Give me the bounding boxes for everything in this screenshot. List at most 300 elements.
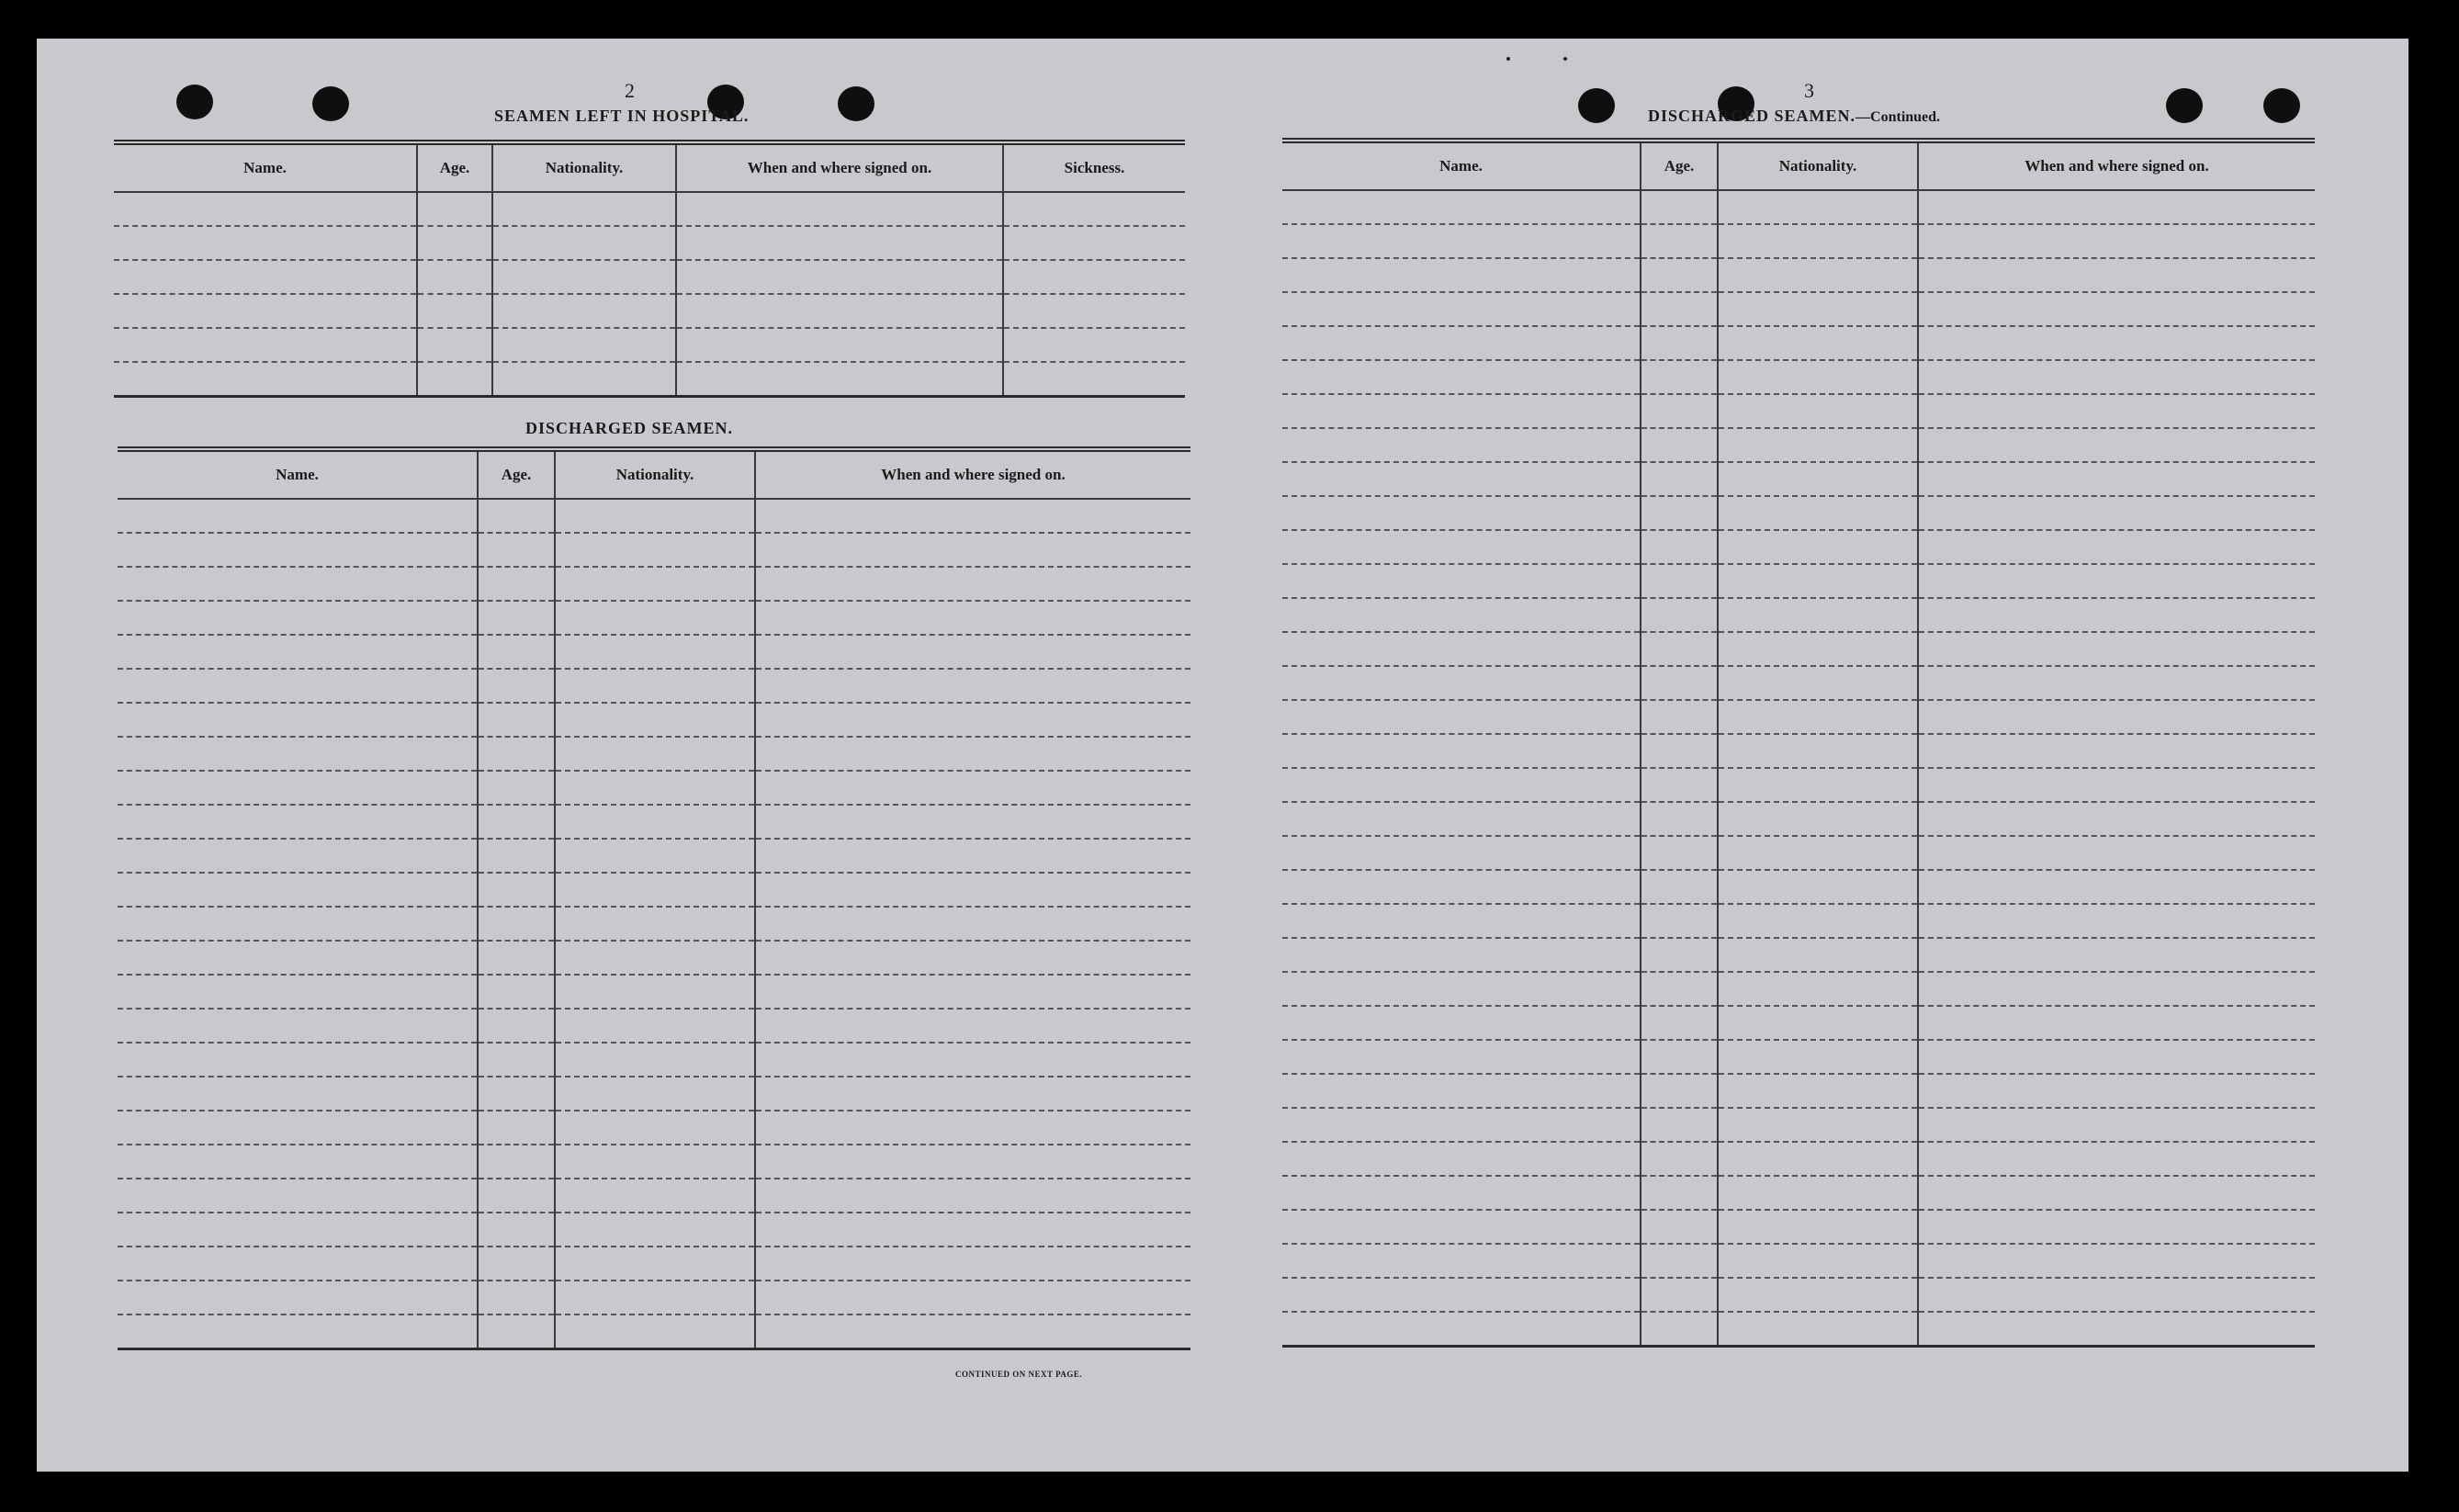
blank-cell — [478, 669, 555, 703]
table-row — [114, 328, 1185, 362]
hospital-table-body — [114, 192, 1185, 397]
blank-cell — [492, 362, 676, 397]
table-row — [1282, 1142, 2315, 1176]
blank-cell — [118, 601, 478, 635]
table-row — [114, 294, 1185, 328]
blank-cell — [1918, 1244, 2315, 1278]
blank-cell — [1918, 666, 2315, 700]
blank-cell — [1918, 1040, 2315, 1074]
blank-cell — [1282, 836, 1641, 870]
table-row — [1282, 1074, 2315, 1108]
table-row — [1282, 632, 2315, 666]
blank-cell — [1918, 972, 2315, 1006]
blank-cell — [676, 192, 1003, 226]
blank-cell — [1282, 938, 1641, 972]
blank-cell — [555, 873, 755, 907]
blank-cell — [1918, 598, 2315, 632]
table-row — [118, 703, 1190, 737]
table-row — [1282, 1108, 2315, 1142]
blank-cell — [1282, 530, 1641, 564]
table-row — [118, 1315, 1190, 1349]
blank-cell — [478, 1213, 555, 1247]
discharged-continued-table — [1282, 138, 2315, 1348]
blank-cell — [478, 839, 555, 873]
blank-cell — [478, 737, 555, 771]
table-row — [1282, 904, 2315, 938]
blank-cell — [1918, 496, 2315, 530]
blank-cell — [755, 1009, 1190, 1043]
table-row — [1282, 1278, 2315, 1312]
blank-cell — [676, 260, 1003, 294]
column-header-sickness: Sickness. — [1003, 142, 1185, 192]
blank-cell — [1918, 564, 2315, 598]
blank-cell — [478, 601, 555, 635]
blank-cell — [1718, 190, 1918, 224]
blank-cell — [1003, 192, 1185, 226]
blank-cell — [1918, 360, 2315, 394]
blank-cell — [1641, 190, 1718, 224]
table-row — [1282, 258, 2315, 292]
blank-cell — [1718, 564, 1918, 598]
blank-cell — [1282, 1074, 1641, 1108]
paper-speck — [1563, 57, 1567, 61]
blank-cell — [1641, 224, 1718, 258]
punch-hole — [2263, 88, 2300, 123]
blank-cell — [1918, 904, 2315, 938]
column-header-signed-on: When and where signed on. — [676, 142, 1003, 192]
blank-cell — [1641, 972, 1718, 1006]
blank-cell — [1718, 1244, 1918, 1278]
blank-cell — [1918, 428, 2315, 462]
table-row — [118, 805, 1190, 839]
blank-cell — [755, 1145, 1190, 1179]
blank-cell — [1282, 598, 1641, 632]
blank-cell — [478, 771, 555, 805]
blank-cell — [1918, 1312, 2315, 1347]
blank-cell — [555, 669, 755, 703]
blank-cell — [1282, 1312, 1641, 1347]
blank-cell — [1641, 768, 1718, 802]
blank-cell — [1918, 768, 2315, 802]
blank-cell — [1718, 258, 1918, 292]
blank-cell — [118, 533, 478, 567]
discharged-table-body — [118, 499, 1190, 1349]
blank-cell — [1641, 734, 1718, 768]
blank-cell — [755, 1315, 1190, 1349]
discharged-table — [118, 446, 1190, 1350]
blank-cell — [114, 260, 417, 294]
blank-cell — [478, 1315, 555, 1349]
column-header-signed-on: When and where signed on. — [755, 449, 1190, 499]
blank-cell — [555, 771, 755, 805]
blank-cell — [1282, 258, 1641, 292]
blank-cell — [478, 703, 555, 737]
blank-cell — [417, 328, 492, 362]
punch-hole — [1578, 88, 1615, 123]
punch-hole — [838, 86, 874, 121]
table-row — [114, 362, 1185, 397]
blank-cell — [478, 941, 555, 975]
blank-cell — [555, 805, 755, 839]
blank-cell — [1641, 1074, 1718, 1108]
blank-cell — [1918, 1278, 2315, 1312]
blank-cell — [1718, 1108, 1918, 1142]
blank-cell — [1282, 632, 1641, 666]
blank-cell — [755, 533, 1190, 567]
table-row — [118, 1247, 1190, 1281]
continued-note: CONTINUED ON NEXT PAGE. — [955, 1370, 1083, 1379]
blank-cell — [1641, 598, 1718, 632]
blank-cell — [417, 192, 492, 226]
punch-hole — [176, 85, 213, 119]
blank-cell — [1641, 1312, 1718, 1347]
blank-cell — [1641, 1244, 1718, 1278]
table-row — [1282, 1312, 2315, 1347]
column-header-name: Name. — [114, 142, 417, 192]
blank-cell — [118, 941, 478, 975]
blank-cell — [1641, 802, 1718, 836]
table-row — [1282, 734, 2315, 768]
blank-cell — [118, 1247, 478, 1281]
blank-cell — [1641, 836, 1718, 870]
blank-cell — [555, 567, 755, 601]
blank-cell — [478, 567, 555, 601]
blank-cell — [1718, 496, 1918, 530]
blank-cell — [755, 635, 1190, 669]
blank-cell — [1718, 972, 1918, 1006]
column-header-nationality: Nationality. — [555, 449, 755, 499]
table-row — [1282, 972, 2315, 1006]
blank-cell — [676, 328, 1003, 362]
blank-cell — [492, 260, 676, 294]
blank-cell — [1282, 292, 1641, 326]
blank-cell — [755, 737, 1190, 771]
blank-cell — [1718, 802, 1918, 836]
blank-cell — [1718, 734, 1918, 768]
blank-cell — [555, 635, 755, 669]
blank-cell — [1003, 362, 1185, 397]
table-row — [118, 941, 1190, 975]
blank-cell — [1718, 632, 1918, 666]
discharged-continued-table-body — [1282, 190, 2315, 1347]
blank-cell — [1641, 394, 1718, 428]
column-header-age: Age. — [1641, 141, 1718, 190]
table-row — [118, 1213, 1190, 1247]
blank-cell — [1718, 1074, 1918, 1108]
column-header-name: Name. — [118, 449, 478, 499]
blank-cell — [118, 499, 478, 533]
table-row — [118, 567, 1190, 601]
blank-cell — [118, 737, 478, 771]
blank-cell — [1918, 530, 2315, 564]
blank-cell — [1918, 870, 2315, 904]
blank-cell — [478, 805, 555, 839]
blank-cell — [478, 1281, 555, 1315]
blank-cell — [755, 873, 1190, 907]
blank-cell — [1718, 1006, 1918, 1040]
table-row — [118, 1145, 1190, 1179]
blank-cell — [1282, 870, 1641, 904]
table-row — [118, 1009, 1190, 1043]
blank-cell — [478, 533, 555, 567]
blank-cell — [1918, 326, 2315, 360]
blank-cell — [1282, 1176, 1641, 1210]
blank-cell — [555, 601, 755, 635]
blank-cell — [1718, 292, 1918, 326]
blank-cell — [118, 975, 478, 1009]
table-row — [1282, 802, 2315, 836]
blank-cell — [118, 1111, 478, 1145]
blank-cell — [1718, 836, 1918, 870]
blank-cell — [478, 1043, 555, 1077]
blank-cell — [676, 362, 1003, 397]
blank-cell — [1282, 802, 1641, 836]
blank-cell — [755, 1077, 1190, 1111]
title-text: DISCHARGED SEAMEN. — [1648, 107, 1856, 125]
table-row — [118, 771, 1190, 805]
blank-cell — [1718, 428, 1918, 462]
blank-cell — [1641, 360, 1718, 394]
column-header-nationality: Nationality. — [492, 142, 676, 192]
table-row — [118, 1179, 1190, 1213]
blank-cell — [1282, 734, 1641, 768]
blank-cell — [417, 294, 492, 328]
blank-cell — [555, 533, 755, 567]
blank-cell — [1918, 632, 2315, 666]
blank-cell — [1918, 802, 2315, 836]
blank-cell — [1641, 496, 1718, 530]
blank-cell — [118, 567, 478, 601]
blank-cell — [478, 975, 555, 1009]
blank-cell — [1641, 258, 1718, 292]
table-row — [1282, 598, 2315, 632]
table-row — [118, 975, 1190, 1009]
blank-cell — [1718, 700, 1918, 734]
table-row — [118, 533, 1190, 567]
blank-cell — [478, 1111, 555, 1145]
blank-cell — [114, 192, 417, 226]
blank-cell — [555, 1077, 755, 1111]
blank-cell — [555, 1009, 755, 1043]
blank-cell — [1718, 530, 1918, 564]
blank-cell — [118, 1315, 478, 1349]
blank-cell — [118, 805, 478, 839]
blank-cell — [118, 1043, 478, 1077]
blank-cell — [1282, 768, 1641, 802]
blank-cell — [118, 839, 478, 873]
blank-cell — [755, 669, 1190, 703]
table-row — [1282, 428, 2315, 462]
blank-cell — [1718, 870, 1918, 904]
blank-cell — [492, 328, 676, 362]
table-row — [1282, 292, 2315, 326]
blank-cell — [1641, 428, 1718, 462]
blank-cell — [755, 941, 1190, 975]
table-row — [1282, 700, 2315, 734]
table-row — [118, 839, 1190, 873]
blank-cell — [1282, 1142, 1641, 1176]
blank-cell — [1918, 1006, 2315, 1040]
table-row — [1282, 870, 2315, 904]
blank-cell — [1003, 294, 1185, 328]
blank-cell — [1918, 394, 2315, 428]
discharged-section-title: DISCHARGED SEAMEN. — [525, 419, 734, 437]
table-row — [1282, 462, 2315, 496]
blank-cell — [1641, 462, 1718, 496]
blank-cell — [492, 294, 676, 328]
blank-cell — [114, 294, 417, 328]
document-sheet — [37, 39, 2408, 1472]
title-suffix: —Continued. — [1856, 109, 1941, 125]
blank-cell — [755, 907, 1190, 941]
blank-cell — [118, 703, 478, 737]
blank-cell — [1282, 700, 1641, 734]
blank-cell — [1918, 1142, 2315, 1176]
table-row — [118, 1077, 1190, 1111]
right-page — [1231, 39, 2408, 1472]
blank-cell — [1718, 1312, 1918, 1347]
blank-cell — [1641, 292, 1718, 326]
table-row — [118, 907, 1190, 941]
blank-cell — [118, 669, 478, 703]
blank-cell — [417, 362, 492, 397]
blank-cell — [1641, 1108, 1718, 1142]
blank-cell — [1282, 190, 1641, 224]
table-row — [1282, 1244, 2315, 1278]
blank-cell — [555, 1281, 755, 1315]
blank-cell — [478, 907, 555, 941]
blank-cell — [1718, 938, 1918, 972]
blank-cell — [1641, 1210, 1718, 1244]
blank-cell — [1641, 632, 1718, 666]
blank-cell — [1641, 1040, 1718, 1074]
discharged-continued-title — [1648, 107, 1940, 126]
blank-cell — [1918, 1210, 2315, 1244]
blank-cell — [755, 499, 1190, 533]
blank-cell — [478, 1009, 555, 1043]
blank-cell — [555, 1179, 755, 1213]
blank-cell — [555, 737, 755, 771]
blank-cell — [1718, 1176, 1918, 1210]
blank-cell — [1718, 326, 1918, 360]
blank-cell — [118, 1077, 478, 1111]
blank-cell — [417, 260, 492, 294]
blank-cell — [478, 1247, 555, 1281]
table-row — [1282, 836, 2315, 870]
blank-cell — [114, 226, 417, 260]
hospital-table — [114, 140, 1185, 398]
blank-cell — [1282, 1108, 1641, 1142]
page-number: 2 — [625, 79, 635, 102]
blank-cell — [1918, 258, 2315, 292]
blank-cell — [1282, 496, 1641, 530]
table-row — [1282, 768, 2315, 802]
blank-cell — [1282, 904, 1641, 938]
blank-cell — [555, 499, 755, 533]
blank-cell — [1282, 666, 1641, 700]
blank-cell — [755, 567, 1190, 601]
blank-cell — [118, 1179, 478, 1213]
table-row — [118, 1111, 1190, 1145]
blank-cell — [118, 771, 478, 805]
blank-cell — [755, 1247, 1190, 1281]
blank-cell — [555, 1145, 755, 1179]
blank-cell — [1718, 1278, 1918, 1312]
blank-cell — [1918, 1108, 2315, 1142]
blank-cell — [1718, 768, 1918, 802]
blank-cell — [755, 771, 1190, 805]
blank-cell — [478, 635, 555, 669]
blank-cell — [1918, 734, 2315, 768]
column-header-age: Age. — [417, 142, 492, 192]
blank-cell — [755, 1111, 1190, 1145]
table-row — [118, 499, 1190, 533]
blank-cell — [1282, 1244, 1641, 1278]
blank-cell — [1718, 1142, 1918, 1176]
blank-cell — [555, 1043, 755, 1077]
blank-cell — [755, 1179, 1190, 1213]
page-number: 3 — [1804, 79, 1814, 102]
blank-cell — [118, 907, 478, 941]
blank-cell — [1641, 870, 1718, 904]
blank-cell — [1282, 564, 1641, 598]
blank-cell — [555, 1247, 755, 1281]
blank-cell — [492, 192, 676, 226]
punch-hole — [2166, 88, 2203, 123]
blank-cell — [755, 601, 1190, 635]
table-row — [114, 192, 1185, 226]
table-row — [118, 601, 1190, 635]
blank-cell — [555, 907, 755, 941]
blank-cell — [1282, 1210, 1641, 1244]
paper-speck — [1506, 57, 1510, 61]
blank-cell — [1918, 836, 2315, 870]
blank-cell — [478, 1145, 555, 1179]
blank-cell — [676, 294, 1003, 328]
table-row — [1282, 326, 2315, 360]
hospital-section-title: SEAMEN LEFT IN HOSPITAL. — [494, 107, 750, 125]
table-row — [1282, 530, 2315, 564]
table-row — [114, 226, 1185, 260]
blank-cell — [676, 226, 1003, 260]
blank-cell — [478, 499, 555, 533]
table-row — [1282, 360, 2315, 394]
blank-cell — [1282, 428, 1641, 462]
table-row — [1282, 1210, 2315, 1244]
blank-cell — [1918, 1074, 2315, 1108]
blank-cell — [1641, 938, 1718, 972]
blank-cell — [1641, 530, 1718, 564]
blank-cell — [118, 635, 478, 669]
blank-cell — [478, 1077, 555, 1111]
blank-cell — [1718, 1040, 1918, 1074]
table-row — [118, 737, 1190, 771]
blank-cell — [1718, 462, 1918, 496]
blank-cell — [1718, 904, 1918, 938]
table-row — [1282, 666, 2315, 700]
column-header-name: Name. — [1282, 141, 1641, 190]
table-row — [114, 260, 1185, 294]
blank-cell — [1918, 224, 2315, 258]
blank-cell — [1003, 328, 1185, 362]
table-row — [1282, 1040, 2315, 1074]
table-row — [1282, 1176, 2315, 1210]
table-row — [1282, 938, 2315, 972]
blank-cell — [1641, 326, 1718, 360]
blank-cell — [1282, 972, 1641, 1006]
blank-cell — [118, 1281, 478, 1315]
blank-cell — [118, 1145, 478, 1179]
